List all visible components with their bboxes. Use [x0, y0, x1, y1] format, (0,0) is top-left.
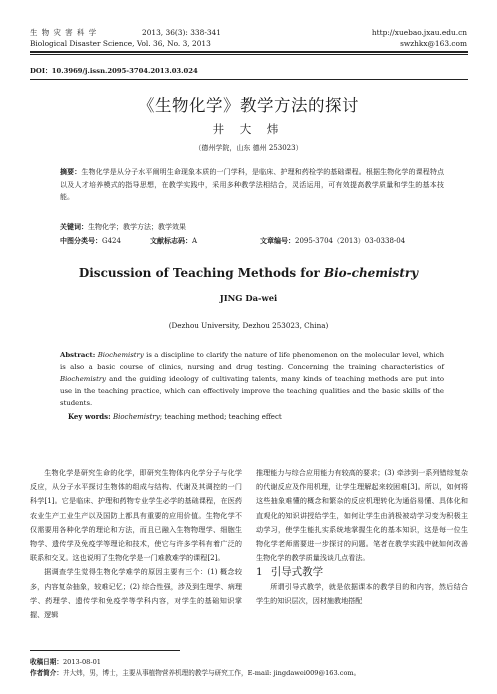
section-title: 引导式教学 — [270, 566, 324, 579]
clc-number — [60, 236, 121, 246]
title-en — [0, 266, 497, 280]
body-left-column — [30, 466, 242, 622]
received-date — [30, 656, 101, 666]
journal-name-cn: 生 物 灾 害 科 学 — [30, 28, 98, 37]
clc-label: 中图分类号： — [60, 236, 102, 245]
body-paragraph: 生物化学是研究生命的化学，即研究生物体内化学分子与化学反应，从分子水平探讨生物体的组成与结构、代谢及其调控的一门科学[1]。它是临床、护理和药物专业学生必学的基础课程，在医药农业生产工业生产以及国防上都具有重要的应用价值。生物化学不仅需要用各种化学的理论和方法，而且已融入生物物理学、细胞生物学、遗传学及免疫学等理论和技术，使它与许多学科有着广泛的联系和交叉。这也说明了生物化学是一门难教难学的课程[2]。 — [30, 468, 242, 563]
header-rule-thick — [30, 51, 468, 53]
abstract-cn — [60, 166, 444, 204]
body-right-column — [256, 466, 468, 608]
body-paragraph: 所谓引导式教学，就是依据课本的教学目的和内容，然后结合学生的知识层次，因材施教地搭配 — [256, 581, 468, 605]
keywords-cn-text: 生物化学；教学方法；教学效果 — [88, 223, 186, 231]
received-value: 2013-08-01 — [62, 658, 101, 666]
article-number — [260, 236, 405, 246]
keywords-en-label: Key words: — [68, 412, 111, 421]
title-cn: 《生物化学》教学方法的探讨 — [138, 96, 359, 115]
doi-rule — [30, 79, 468, 80]
journal-name-en: Biological Disaster Science, Vol. 36, No. 3, 2013 — [30, 39, 211, 48]
body-paragraph: 据调查学生觉得生物化学难学的原因主要有三个：(1) 概念较多，内容复杂抽象，较难记忆；(2) 综合性强，涉及到生理学、病理学、药理学、遗传学和免疫学等学科内容，对学生的基础知识掌握、逻辑 — [30, 567, 242, 620]
abstract-cn-text: 生物化学是从分子水平阐明生命现象本质的一门学科，是临床、护理和药检学的基础课程。根据生物化学的课程特点以及人才培养模式的指导思想，在教学实践中，采用多种教学法相结合，灵活运用，可有效提高教学质量和学生的基本技能。 — [60, 168, 445, 201]
abstract-en-part2: and the guiding ideology of cultivating talents, many kinds of teaching methods are put into use in the teaching practice, which can effectively improve the teaching qualities and the basic skills of the students. — [60, 375, 444, 407]
document-code-label: 文献标志码： — [150, 236, 192, 245]
journal-issue-cn: 2013, 36(3): 338-341 — [142, 28, 221, 37]
author-cn: 井 大 炜 — [212, 122, 285, 136]
abstract-en-term2: Biochemistry — [60, 375, 107, 383]
doi: DOI：10.3969/j.issn.2095-3704.2013.03.024 — [30, 67, 198, 75]
abstract-en-term: Biochemistry — [97, 351, 144, 359]
keywords-en — [68, 412, 282, 421]
keywords-cn — [60, 222, 186, 232]
author-bio-text: 井大炜，男，博士，主要从事植物营养机理的教学与研究工作，E-mail: jingdawei009@163.com。 — [62, 669, 361, 677]
keywords-en-term: Biochemistry — [112, 413, 160, 421]
article-number-value: 2095-3704（2013）03-0338-04 — [295, 237, 406, 245]
abstract-cn-label: 摘要： — [60, 167, 82, 176]
abstract-en-part1: is a discipline to clarify the nature of life phenomenon on the molecular level, which is also a basic course of clinics, nursing and drug testing. Concerning the training characteristics of — [60, 351, 445, 371]
affiliation-en: (Dezhou University, Dezhou 253023, China) — [168, 321, 329, 330]
abstract-en — [60, 349, 444, 409]
keywords-cn-label: 关键词： — [60, 222, 88, 231]
received-label: 收稿日期： — [30, 658, 63, 666]
article-number-label: 文章编号： — [260, 236, 295, 245]
author-bio — [30, 667, 360, 677]
author-bio-label: 作者简介： — [30, 669, 63, 677]
header-rule-thin — [30, 54, 468, 55]
document-code — [150, 236, 197, 246]
author-en: JING Da-wei — [219, 293, 278, 303]
affiliation-cn: （德州学院，山东 德州 253023） — [194, 144, 303, 152]
document-code-value: A — [192, 237, 198, 245]
title-en-main: Discussion of Teaching Methods for — [78, 266, 324, 280]
body-paragraph: 推理能力与综合应用能力有较高的要求；(3) 牵涉到一系列错综复杂的代谢反应及作用机理，让学生理解起来较困难[3]。所以，如何将这些抽象难懂的概念和繁杂的反应机理转化为通俗易懂、具体化和直观化的知识讲授给学生，如何让学生由消极被动学习变为积极主动学习，使学生能扎实系统地掌握生化的基本知识，这是每一位生物化学老师需要进一步探讨的问题。笔者在教学实践中就如何改善生物化学的教学质量浅谈几点看法。 — [256, 468, 468, 563]
clc-value: G424 — [102, 237, 121, 245]
abstract-en-label: Abstract: — [60, 351, 96, 359]
section-heading — [256, 565, 468, 579]
journal-url[interactable]: http://xuebao.jxau.edu.cn — [371, 28, 467, 37]
title-en-italic: Bio-chemistry — [323, 266, 419, 280]
journal-email[interactable]: swzhkx@163.com — [400, 39, 467, 48]
keywords-en-rest: ; teaching method; teaching effect — [159, 413, 282, 421]
section-number: 1 — [256, 566, 263, 579]
footer-rule — [30, 650, 180, 651]
